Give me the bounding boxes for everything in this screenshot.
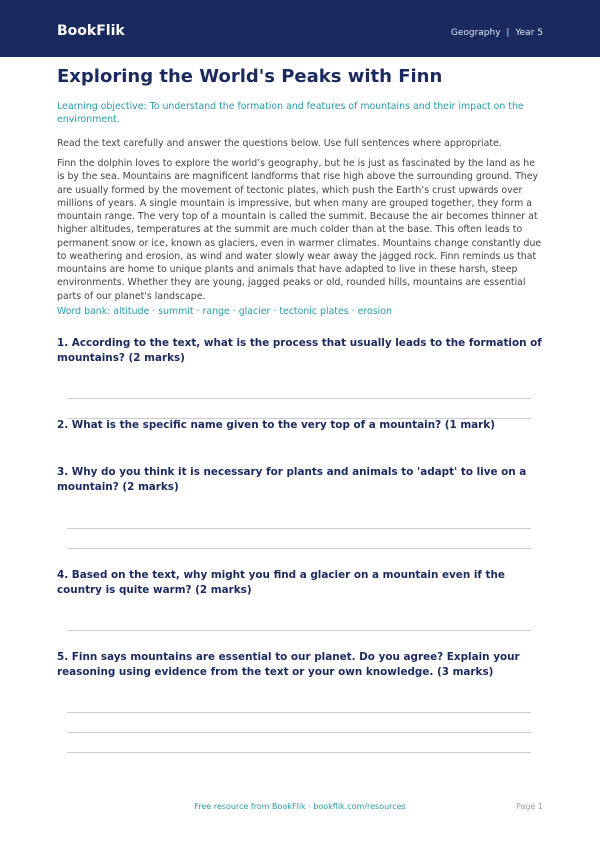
footer-credit[interactable]: Free resource from BookFlik · bookflik.com/resources [194, 802, 406, 811]
learning-objective: Learning objective: To understand the formation and features of mountains and their impact on the environment. [57, 101, 524, 125]
page-number: Page 1 [516, 802, 543, 811]
subject-label: Geography [450, 28, 501, 38]
instructions: Read the text carefully and answer the questions below. Use full sentences where appropriate. [57, 138, 502, 149]
answer-line[interactable] [67, 630, 531, 631]
answer-line[interactable] [67, 732, 531, 733]
header-bar [0, 0, 600, 57]
meta-separator: | [506, 28, 510, 38]
answer-line[interactable] [67, 712, 531, 713]
question-1: 1. According to the text, what is the process that usually leads to the formation of mountains? (2 marks) [57, 337, 542, 364]
answer-line[interactable] [67, 548, 531, 549]
answer-line[interactable] [67, 752, 531, 753]
answer-line[interactable] [67, 398, 531, 399]
question-2: 2. What is the specific name given to the very top of a mountain? (1 mark) [57, 419, 495, 431]
word-bank: Word bank: altitude · summit · range · glacier · tectonic plates · erosion [57, 306, 392, 317]
answer-line[interactable] [67, 528, 531, 529]
page-title: Exploring the World's Peaks with Finn [57, 66, 443, 87]
brand-logo: BookFlik [57, 23, 125, 39]
header-meta [451, 28, 543, 38]
question-4: 4. Based on the text, why might you find a glacier on a mountain even if the country is quite warm? (2 marks) [57, 569, 505, 596]
question-5: 5. Finn says mountains are essential to our planet. Do you agree? Explain your reasoning using evidence from the text or your own knowledge. (3 marks) [57, 651, 520, 678]
reading-passage: Finn the dolphin loves to explore the world’s geography, but he is just as fascinated by the land as he is by the sea. Mountains are magnificent landforms that rise high above the surrounding ground. They are usually formed by the movement of tectonic plates, which push the Earth’s crust upwards over millions of years. A single mountain is impressive, but when many are grouped together, they form a mountain range. The very top of a mountain is called the summit. Because the air becomes thinner at higher altitudes, temperatures at the summit are much colder than at the base. This often leads to permanent snow or ice, known as glaciers, even in warmer climates. Mountains change constantly due to weathering and erosion, as wind and water slowly wear away the jagged rock. Finn reminds us that mountains are home to unique plants and animals that have adapted to live in these harsh, steep environments. Whether they are young, jagged peaks or old, rounded hills, mountains are essential parts of our planet's landscape. [57, 158, 542, 302]
year-label: Year 5 [515, 28, 543, 38]
question-3: 3. Why do you think it is necessary for plants and animals to 'adapt' to live on a mountain? (2 marks) [57, 466, 527, 493]
